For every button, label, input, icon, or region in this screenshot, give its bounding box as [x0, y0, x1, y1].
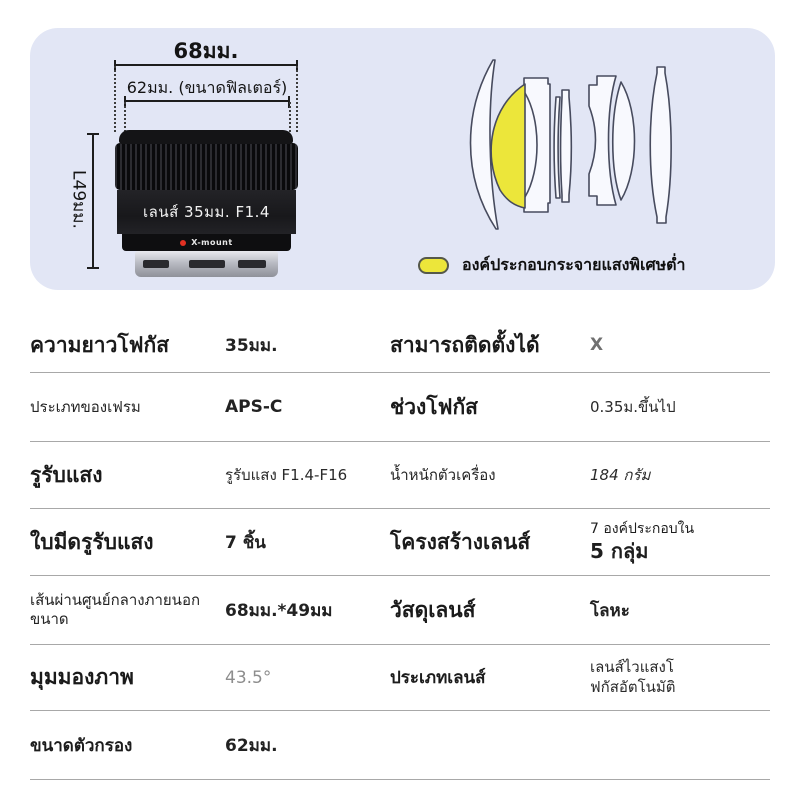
- diameter-dimension-label: 68มม.: [173, 39, 239, 63]
- spec-value: 35มม.: [225, 335, 278, 356]
- filter-dimension-label: 62มม. (ขนาดฟิลเตอร์): [126, 78, 288, 97]
- mount-contact: [143, 260, 169, 268]
- lens-mount: [135, 251, 278, 277]
- spec-label: ช่วงโฟกัส: [390, 394, 478, 419]
- spec-value-line: 5 กลุ่ม: [590, 539, 649, 564]
- mount-label: X-mount: [191, 238, 233, 247]
- table-row: [30, 442, 770, 509]
- legend: [418, 250, 686, 280]
- table-row: [30, 373, 770, 442]
- lens-product-image: [115, 130, 298, 278]
- spec-value-line: 7 องค์ประกอบใน: [590, 520, 695, 537]
- mount-index-dot: [180, 240, 186, 246]
- length-dimension-label: L49มม.: [68, 170, 89, 229]
- spec-value: 0.35ม.ขึ้นไป: [590, 398, 676, 416]
- spec-label: รูรับแสง: [30, 462, 103, 487]
- spec-label-line: เส้นผ่านศูนย์กลางภายนอก: [30, 590, 201, 609]
- lens-barrel: [117, 190, 296, 234]
- spec-label: น้ำหนักตัวเครื่อง: [390, 466, 496, 484]
- legend-label: องค์ประกอบกระจายแสงพิเศษต่ำ: [462, 254, 686, 274]
- extension-line: [124, 102, 126, 132]
- spec-value: 62มม.: [225, 735, 278, 756]
- spec-value: APS-C: [225, 397, 283, 417]
- spec-label: มุมมองภาพ: [30, 665, 134, 689]
- spec-label: ขนาดตัวกรอง: [30, 735, 133, 756]
- hero-panel: [30, 28, 775, 290]
- lens-base-ring: [122, 234, 291, 251]
- ed-element: [491, 84, 525, 208]
- focus-ring: [115, 143, 298, 190]
- spec-value: รูรับแสง F1.4-F16: [225, 466, 348, 484]
- spec-value-line: เลนส์ไวแสงโ: [590, 658, 674, 676]
- spec-label: วัสดุเลนส์: [390, 597, 476, 622]
- diameter-dimension-line: [114, 64, 298, 66]
- spec-value: 7 ชิ้น: [225, 532, 266, 553]
- spec-value: 43.5°: [225, 667, 272, 688]
- lens-element-7: [650, 67, 671, 223]
- table-row: [30, 509, 770, 576]
- spec-value: 68มม.*49มม: [225, 600, 333, 621]
- spec-value: 184 กรัม: [590, 466, 651, 484]
- table-row: [30, 645, 770, 711]
- spec-label: ประเภทเลนส์: [390, 668, 486, 688]
- spec-value: [590, 658, 770, 697]
- filter-dimension-line: [124, 100, 290, 102]
- table-row: [30, 576, 770, 645]
- spec-value: X: [590, 335, 604, 355]
- spec-value: [590, 520, 770, 564]
- mount-contact: [238, 260, 266, 268]
- table-row: [30, 318, 770, 373]
- spec-label: โครงสร้างเลนส์: [390, 529, 531, 554]
- spec-label: สามารถติดตั้งได้: [390, 332, 540, 357]
- spec-table: [30, 318, 770, 780]
- length-dimension-line: [92, 133, 94, 269]
- mount-contact: [189, 260, 225, 268]
- spec-label: ใบมีดรูรับแสง: [30, 529, 154, 554]
- lens-front-ring: [119, 130, 293, 144]
- spec-label: [30, 591, 225, 630]
- spec-label: ความยาวโฟกัส: [30, 332, 170, 357]
- optical-diagram: [445, 55, 685, 235]
- table-row: [30, 711, 770, 780]
- lens-element-5: [589, 76, 616, 205]
- extension-line: [289, 102, 291, 132]
- ed-glass-swatch: [418, 257, 449, 274]
- spec-value: โลหะ: [590, 600, 630, 621]
- lens-model-text: เลนส์ 35มม. F1.4: [143, 203, 270, 221]
- spec-value-line: ฟกัสอัตโนมัติ: [590, 677, 676, 696]
- spec-label: ประเภทของเฟรม: [30, 398, 141, 416]
- spec-label-line: ขนาด: [30, 610, 69, 628]
- lens-element-4a: [554, 97, 560, 198]
- lens-element-4b: [561, 90, 572, 202]
- lens-element-6: [613, 82, 635, 200]
